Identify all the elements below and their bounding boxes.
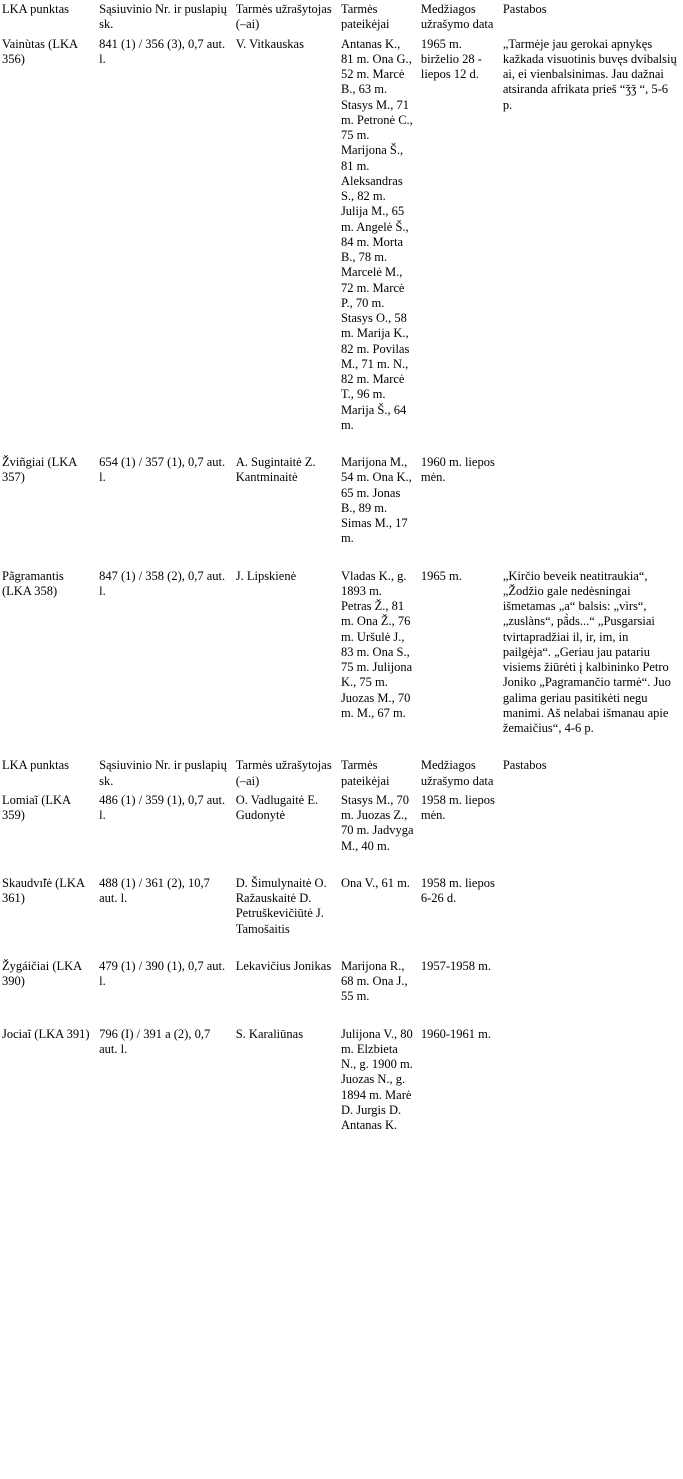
cell-punktas: Skaudvı̃lė (LKA 361) [2,875,85,905]
cell-uzrasytojas: D. Šimulynaitė O. Ražauskaitė D. Petruškevičiūtė J. Tamošaitis [235,875,327,936]
row-spacer [0,1007,683,1025]
cell-pastabos [501,874,683,939]
cell-data: 1965 m. birželio 28 - liepos 12 d. [420,36,482,81]
column-header-pateikejai: Tarmės pateikėjai [340,2,390,32]
cell-data: 1958 m. liepos mėn. [420,792,495,822]
cell-data: 1958 m. liepos 6-26 d. [420,875,495,905]
cell-data: 1960-1961 m. [420,1026,491,1041]
table-row [0,453,683,549]
table-header-row [0,0,683,35]
cell-sasiuvinis: 796 (I) / 391 a (2), 0,7 aut. l. [99,1026,211,1056]
column-header-data: Medžiagos užrašymo data [420,758,494,788]
section-spacer [0,738,683,756]
cell-uzrasytojas: S. Karaliūnas [235,1026,304,1041]
row-spacer [0,549,683,567]
cell-punktas: Pãgramantis (LKA 358) [2,568,64,598]
cell-sasiuvinis: 654 (1) / 357 (1), 0,7 aut. l. [99,455,226,485]
cell-uzrasytojas: V. Vitkauskas [235,36,304,51]
table-header-row [0,756,683,791]
cell-punktas: Vainùtas (LKA 356) [2,36,78,66]
row-spacer [0,435,683,453]
cell-data: 1957-1958 m. [420,958,491,973]
cell-pateikejai: Vladas K., g. 1893 m. Petras Ž., 81 m. Ona Ž., 76 m. Uršulė J., 83 m. Ona S., 75 m. Julijona K., 75 m. Juozas M., 70 m. M., 67 m. [340,568,413,720]
table-row [0,1025,683,1136]
cell-uzrasytojas: O. Vadlugaitė E. Gudonytė [235,792,319,822]
column-header-punktas: LKA punktas [2,2,70,16]
cell-pateikejai: Ona V., 61 m. [340,875,410,890]
cell-data: 1960 m. liepos mėn. [420,455,495,485]
column-header-uzrasytojas: Tarmės užrašytojas (–ai) [235,2,332,32]
cell-pastabos [501,1025,683,1136]
row-spacer [0,856,683,874]
cell-pateikejai: Stasys M., 70 m. Juozas Z., 70 m. Jadvyga M., 40 m. [340,792,414,853]
column-header-pastabos: Pastabos [502,2,547,16]
column-header-sasiuvinis: Sąsiuvinio Nr. ir puslapių sk. [99,2,227,32]
table-row [0,567,683,739]
cell-pateikejai: Antanas K., 81 m. Ona G., 52 m. Marcė B., 63 m. Stasys M., 71 m. Petronė C., 75 m. Marijona Š., 81 m. Aleksandras S., 82 m. Julija M., 65 m. Angelė Š., 84 m. Morta B., 78 m. Marcelė M., 72 m. Marcė P., 70 m. Stasys O., 58 m. Marija K., 82 m. Povilas M., 71 m. N., 82 m. Marcė T., 96 m. Marija Š., 64 m. [340,36,413,432]
cell-punktas: Jociaĩ (LKA 391) [2,1026,90,1041]
cell-sasiuvinis: 479 (1) / 390 (1), 0,7 aut. l. [99,958,226,988]
column-header-punktas: LKA punktas [2,758,70,773]
column-header-pateikejai: Tarmės pateikėjai [340,758,390,788]
cell-punktas: Lomiaĩ (LKA 359) [2,792,71,822]
column-header-sasiuvinis: Sąsiuvinio Nr. ir puslapių sk. [99,758,227,788]
column-header-pastabos: Pastabos [502,758,547,773]
cell-pateikejai: Julijona V., 80 m. Elzbieta N., g. 1900 m. Juozas N., g. 1894 m. Marė D. Jurgis D. Antanas K. [340,1026,413,1132]
cell-pateikejai: Marijona M., 54 m. Ona K., 65 m. Jonas B., 89 m. Simas M., 17 m. [340,455,412,546]
cell-sasiuvinis: 841 (1) / 356 (3), 0,7 aut. l. [99,36,226,66]
cell-punktas: Žviñgiai (LKA 357) [2,455,77,485]
table-row [0,791,683,856]
table-row [0,35,683,436]
cell-pastabos [501,453,683,549]
cell-sasiuvinis: 486 (1) / 359 (1), 0,7 aut. l. [99,792,226,822]
row-spacer [0,939,683,957]
cell-sasiuvinis: 488 (1) / 361 (2), 10,7 aut. l. [99,875,210,905]
cell-pastabos: „Tarmėje jau gerokai apnykęs kažkada visuotinis buvęs dvibalsių ai, ei vienbalsinimas. Jau dažnai atsiranda afrikata prieš “ǯǯ “, 5-6 p. [502,36,677,112]
cell-punktas: Žygáičiai (LKA 390) [2,958,82,988]
cell-pateikejai: Marijona R., 68 m. Ona J., 55 m. [340,958,408,1004]
column-header-data: Medžiagos užrašymo data [420,2,494,32]
cell-uzrasytojas: Lekavičius Jonikas [235,958,332,973]
cell-uzrasytojas: J. Lipskienė [235,568,297,583]
cell-uzrasytojas: A. Sugintaitė Z. Kantminaitė [235,455,316,485]
cell-data: 1965 m. [420,568,462,583]
column-header-uzrasytojas: Tarmės užrašytojas (–ai) [235,758,332,788]
table-row [0,874,683,939]
table-row [0,957,683,1007]
cell-pastabos [501,957,683,1007]
cell-sasiuvinis: 847 (1) / 358 (2), 0,7 aut. l. [99,568,226,598]
cell-pastabos [501,791,683,856]
cell-pastabos: „Kirčio beveik neatitraukia“, „Žodžio gale nedėsningai išmetamas „a“ balsis: „vìrs“, „zuslàns“, pã̀ds...“ „Pusgarsiai tvirtapradžiai il, ir, im, in pailgėja“. „Geriau jau patariu visiems žiūrėti į kalbininko Petro Joniko „Pagramančio tarmė“. Juo galima geriau pasitikėti negu manimi. Aš nelabai išmanau apie žemaičius“, 4-6 p. [502,568,671,735]
